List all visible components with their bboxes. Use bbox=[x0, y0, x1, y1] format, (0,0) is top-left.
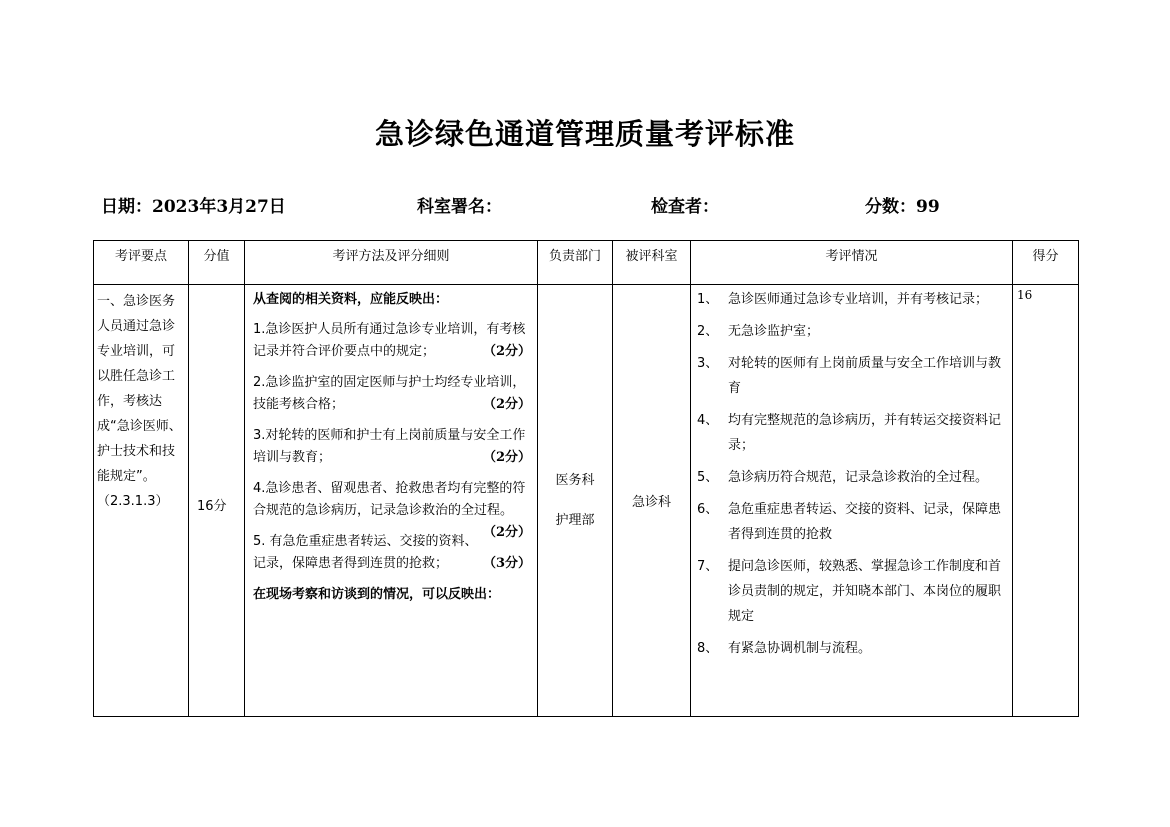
method-item-points: （2分） bbox=[482, 344, 531, 359]
evaluation-table bbox=[93, 240, 1079, 717]
evaluation-result-cell bbox=[691, 285, 1013, 717]
method-item-text: 2.急诊监护室的固定医师与护士均经专业培训，技能考核合格； bbox=[253, 375, 526, 412]
page-title: 急诊绿色通道管理质量考评标准 bbox=[374, 117, 795, 151]
score-value: 99 bbox=[916, 197, 940, 217]
result-item: 5、 急诊病历符合规范，记录急诊救治的全过程。 bbox=[697, 470, 989, 485]
method-item bbox=[253, 372, 533, 416]
method-item-text: 1.急诊医护人员所有通过急诊专业培训，有考核记录并符合评价要点中的规定； bbox=[253, 322, 526, 359]
result-item: 8、 有紧急协调机制与流程。 bbox=[697, 641, 872, 656]
method-heading: 从查阅的相关资料，应能反映出： bbox=[253, 292, 449, 307]
method-item-text: 4.急诊患者、留观患者、抢救患者均有完整的符合规范的急诊病历，记录急诊救治的全过程。 bbox=[253, 481, 526, 518]
header-cell: 得分 bbox=[1013, 241, 1079, 285]
result-item: 7、 提问急诊医师，较熟悉、掌握急诊工作制度和首诊员责制的规定，并知晓本部门、本岗位的履职规定 bbox=[697, 559, 1002, 624]
header-cell: 考评情况 bbox=[691, 241, 1013, 285]
evaluation-point-cell: 一、急诊医务人员通过急诊专业培训，可以胜任急诊工作，考核达成“急诊医师、护士技术和技能规定”。（2.3.1.3） bbox=[94, 285, 189, 717]
result-item: 3、 对轮转的医师有上岗前质量与安全工作培训与教育 bbox=[697, 356, 1002, 396]
inspector-field bbox=[651, 192, 719, 218]
date-field bbox=[101, 192, 286, 218]
method-item bbox=[253, 319, 533, 363]
result-item: 2、 无急诊监护室； bbox=[697, 324, 820, 339]
header-cell: 考评要点 bbox=[94, 241, 189, 285]
result-item: 6、 急危重症患者转运、交接的资料、记录，保障患者得到连贯的抢救 bbox=[697, 502, 1002, 542]
method-item bbox=[253, 478, 533, 540]
dept-sign-field bbox=[417, 192, 502, 218]
score-label: 分数： bbox=[865, 197, 916, 217]
date-label: 日期： bbox=[101, 197, 152, 217]
method-item-points: （2分） bbox=[482, 397, 531, 412]
table-header-row bbox=[94, 241, 1079, 285]
inspector-label: 检查者： bbox=[651, 197, 719, 217]
method-item-text: 5. 有急危重症患者转运、交接的资料、记录，保障患者得到连贯的抢救； bbox=[253, 534, 478, 571]
dept-name: 医务科 bbox=[555, 472, 595, 488]
method-heading-onsite: 在现场考察和访谈到的情况，可以反映出： bbox=[253, 587, 501, 602]
method-item-text: 3.对轮转的医师和护士有上岗前质量与安全工作培训与教育； bbox=[253, 428, 526, 465]
method-item bbox=[253, 425, 533, 469]
table-row bbox=[94, 285, 1079, 717]
method-cell bbox=[245, 285, 538, 717]
obtained-score-cell: 16 bbox=[1013, 285, 1079, 717]
method-item-points: （2分） bbox=[482, 525, 531, 540]
evaluated-dept-cell: 急诊科 bbox=[613, 285, 691, 717]
header-cell: 考评方法及评分细则 bbox=[245, 241, 538, 285]
dept-name: 护理部 bbox=[555, 512, 595, 528]
result-item: 1、 急诊医师通过急诊专业培训，并有考核记录； bbox=[697, 292, 989, 307]
header-cell: 分值 bbox=[189, 241, 245, 285]
result-item: 4、 均有完整规范的急诊病历，并有转运交接资料记录； bbox=[697, 413, 1002, 453]
header-cell: 负责部门 bbox=[538, 241, 613, 285]
score-field bbox=[865, 192, 940, 218]
method-item-points: （2分） bbox=[482, 450, 531, 465]
header-cell: 被评科室 bbox=[613, 241, 691, 285]
score-value-cell: 16分 bbox=[189, 285, 245, 717]
responsible-dept-cell bbox=[538, 285, 613, 717]
method-item-points: （3分） bbox=[482, 556, 531, 571]
dept-sign-label: 科室署名： bbox=[417, 197, 502, 217]
date-value: 2023年3月27日 bbox=[152, 197, 286, 217]
